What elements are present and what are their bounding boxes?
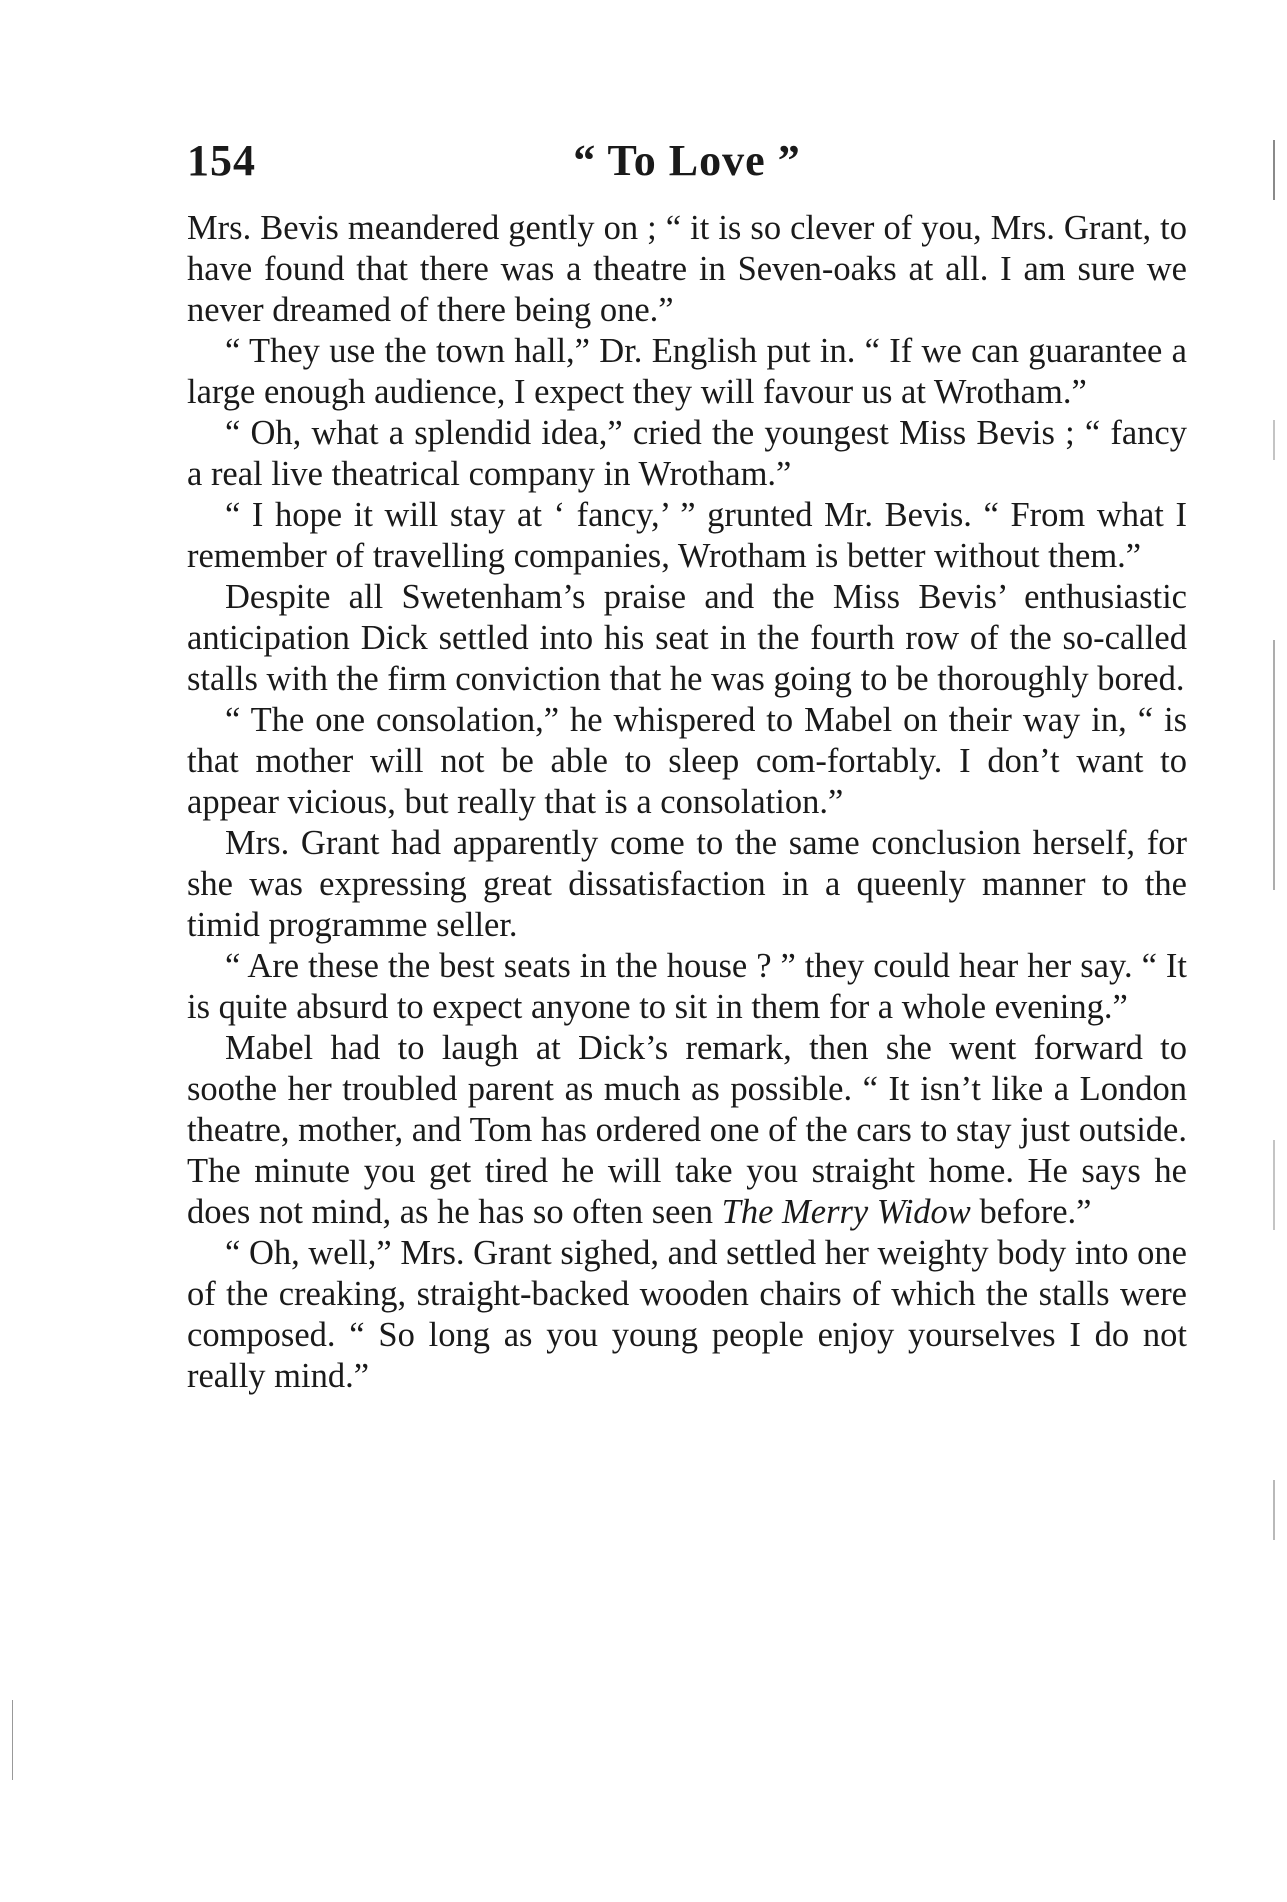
paragraph: “ I hope it will stay at ‘ fancy,’ ” grunted Mr. Bevis. “ From what I remember of travelling companies, Wrotham is better without them.” — [187, 496, 1187, 575]
scan-edge-mark — [1273, 140, 1275, 200]
paragraph-text: before.” — [970, 1193, 1092, 1231]
paragraph: “ They use the town hall,” Dr. English put in. “ If we can guarantee a large enough audience, I expect they will favour us at Wrotham.” — [187, 332, 1187, 411]
scan-edge-mark — [1273, 1480, 1275, 1540]
scan-edge-mark — [1273, 640, 1275, 890]
paragraph: “ Oh, well,” Mrs. Grant sighed, and settled her weighty body into one of the creaking, straight-backed wooden chairs of which the stalls were composed. “ So long as you young people enjoy yourselves I do not really mind.” — [187, 1234, 1187, 1395]
paragraph: “ Are these the best seats in the house ? ” they could hear her say. “ It is quite absurd to expect anyone to sit in them for a whole evening.” — [187, 947, 1187, 1026]
paragraph — [187, 1028, 1187, 1233]
scan-edge-mark — [1273, 1140, 1275, 1230]
paragraph: “ The one consolation,” he whispered to Mabel on their way in, “ is that mother will not be able to sleep com-fortably. I don’t want to appear vicious, but really that is a consolation.” — [187, 701, 1187, 821]
page-header — [187, 135, 1187, 195]
running-title: “ To Love ” — [573, 136, 801, 185]
scan-edge-mark — [12, 1700, 13, 1780]
body-text — [187, 208, 1187, 1397]
paragraph: Mrs. Bevis meandered gently on ; “ it is so clever of you, Mrs. Grant, to have found that there was a theatre in Seven-oaks at all. I am sure we never dreamed of there being one.” — [187, 209, 1187, 329]
page-number: 154 — [187, 136, 256, 185]
italic-title: The Merry Widow — [721, 1193, 971, 1231]
scan-edge-mark — [1273, 420, 1275, 460]
paragraph-text: Mabel had to laugh at Dick’s remark, then she went forward to soothe her troubled parent as much as possible. “ It isn’t like a London theatre, mother, and Tom has ordered one of the cars to stay just outside. The minute you get tired he will take you straight home. He says he does not mind, as he has so often seen — [187, 1029, 1187, 1231]
paragraph: Mrs. Grant had apparently come to the same conclusion herself, for she was expressing great dissatisfaction in a queenly manner to the timid programme seller. — [187, 824, 1187, 944]
paragraph: “ Oh, what a splendid idea,” cried the youngest Miss Bevis ; “ fancy a real live theatrical company in Wrotham.” — [187, 414, 1187, 493]
paragraph: Despite all Swetenham’s praise and the Miss Bevis’ enthusiastic anticipation Dick settled into his seat in the fourth row of the so-called stalls with the firm conviction that he was going to be thoroughly bored. — [187, 578, 1187, 698]
